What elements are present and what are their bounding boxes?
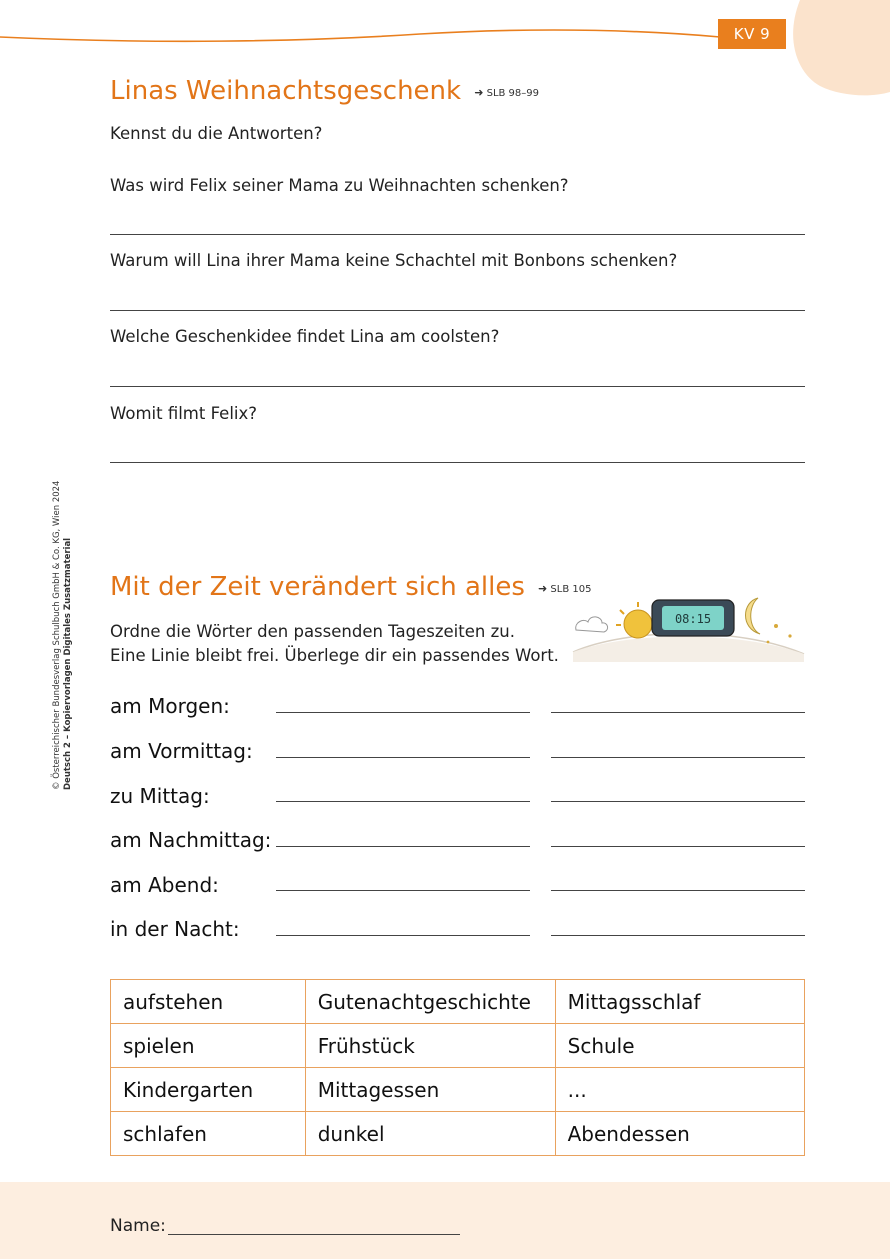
fill-line-evening-2[interactable] [551, 890, 805, 891]
table-row [111, 1068, 805, 1112]
table-cell: Frühstück [305, 1024, 555, 1068]
arrow-icon: ➜ [474, 86, 484, 99]
fill-line-night-1[interactable] [276, 935, 530, 936]
time-label-evening: am Abend: [110, 873, 219, 897]
question-2: Warum will Lina ihrer Mama keine Schachtel mit Bonbons schenken? [110, 251, 678, 270]
answer-line-4[interactable] [110, 462, 805, 463]
fill-line-evening-1[interactable] [276, 890, 530, 891]
table-cell: Kindergarten [111, 1068, 306, 1112]
section1-intro: Kennst du die Antworten? [110, 124, 323, 143]
fill-line-noon-1[interactable] [276, 801, 530, 802]
alarm-clock-icon [652, 600, 734, 636]
answer-line-2[interactable] [110, 310, 805, 311]
table-cell: spielen [111, 1024, 306, 1068]
fill-line-afternoon-1[interactable] [276, 846, 530, 847]
table-cell: schlafen [111, 1112, 306, 1156]
section2-heading [110, 572, 591, 602]
time-label-noon: zu Mittag: [110, 784, 210, 808]
table-row [111, 1024, 805, 1068]
table-cell: Mittagsschlaf [555, 980, 804, 1024]
time-label-forenoon: am Vormittag: [110, 739, 253, 763]
section1-ref-text: SLB 98–99 [486, 88, 540, 99]
cloud-icon [576, 617, 608, 632]
fill-line-noon-2[interactable] [551, 801, 805, 802]
moon-icon [746, 598, 761, 634]
copyright-line: © Österreichischer Bundesverlag Schulbuch GmbH & Co. KG, Wien 2024 [52, 480, 62, 790]
word-table [110, 979, 805, 1156]
section2-ref-text: SLB 105 [550, 584, 592, 595]
stars-icon [767, 624, 792, 643]
fill-line-afternoon-2[interactable] [551, 846, 805, 847]
time-label-morning: am Morgen: [110, 694, 230, 718]
table-cell: dunkel [305, 1112, 555, 1156]
answer-line-3[interactable] [110, 386, 805, 387]
table-cell: Gutenachtgeschichte [305, 980, 555, 1024]
time-label-afternoon: am Nachmittag: [110, 828, 272, 852]
section1-heading [110, 76, 539, 106]
corner-blob-decoration [790, 0, 890, 100]
sun-clock-moon-illustration [568, 592, 808, 662]
time-label-night: in der Nacht: [110, 917, 240, 941]
sun-icon [616, 602, 656, 638]
instruction-line-1: Ordne die Wörter den passenden Tageszeiten zu. [110, 622, 515, 641]
question-3: Welche Geschenkidee findet Lina am coolsten? [110, 327, 500, 346]
name-input-line[interactable] [168, 1234, 460, 1235]
fill-line-morning-1[interactable] [276, 712, 530, 713]
fill-line-forenoon-2[interactable] [551, 757, 805, 758]
clock-display: 08:15 [674, 612, 712, 626]
kv-badge: KV 9 [718, 19, 786, 49]
fill-line-night-2[interactable] [551, 935, 805, 936]
instruction-line-2: Eine Linie bleibt frei. Überlege dir ein passendes Wort. [110, 646, 559, 665]
question-4: Womit filmt Felix? [110, 404, 258, 423]
answer-line-1[interactable] [110, 234, 805, 235]
series-line: Deutsch 2 – Kopiervorlagen Digitales Zusatzmaterial [63, 537, 73, 790]
fill-line-forenoon-1[interactable] [276, 757, 530, 758]
table-cell: aufstehen [111, 980, 306, 1024]
question-1: Was wird Felix seiner Mama zu Weihnachten schenken? [110, 176, 569, 195]
table-cell: Mittagessen [305, 1068, 555, 1112]
fill-line-morning-2[interactable] [551, 712, 805, 713]
table-row [111, 1112, 805, 1156]
arrow-icon: ➜ [538, 582, 548, 595]
table-cell: Abendessen [555, 1112, 804, 1156]
table-row [111, 980, 805, 1024]
section1-reference [474, 88, 539, 99]
table-cell: Schule [555, 1024, 804, 1068]
name-label: Name: [110, 1216, 166, 1236]
copyright-credit [52, 460, 74, 790]
table-cell: ... [555, 1068, 804, 1112]
section2-title: Mit der Zeit verändert sich alles [110, 572, 525, 602]
section1-title: Linas Weihnachtsgeschenk [110, 76, 462, 106]
